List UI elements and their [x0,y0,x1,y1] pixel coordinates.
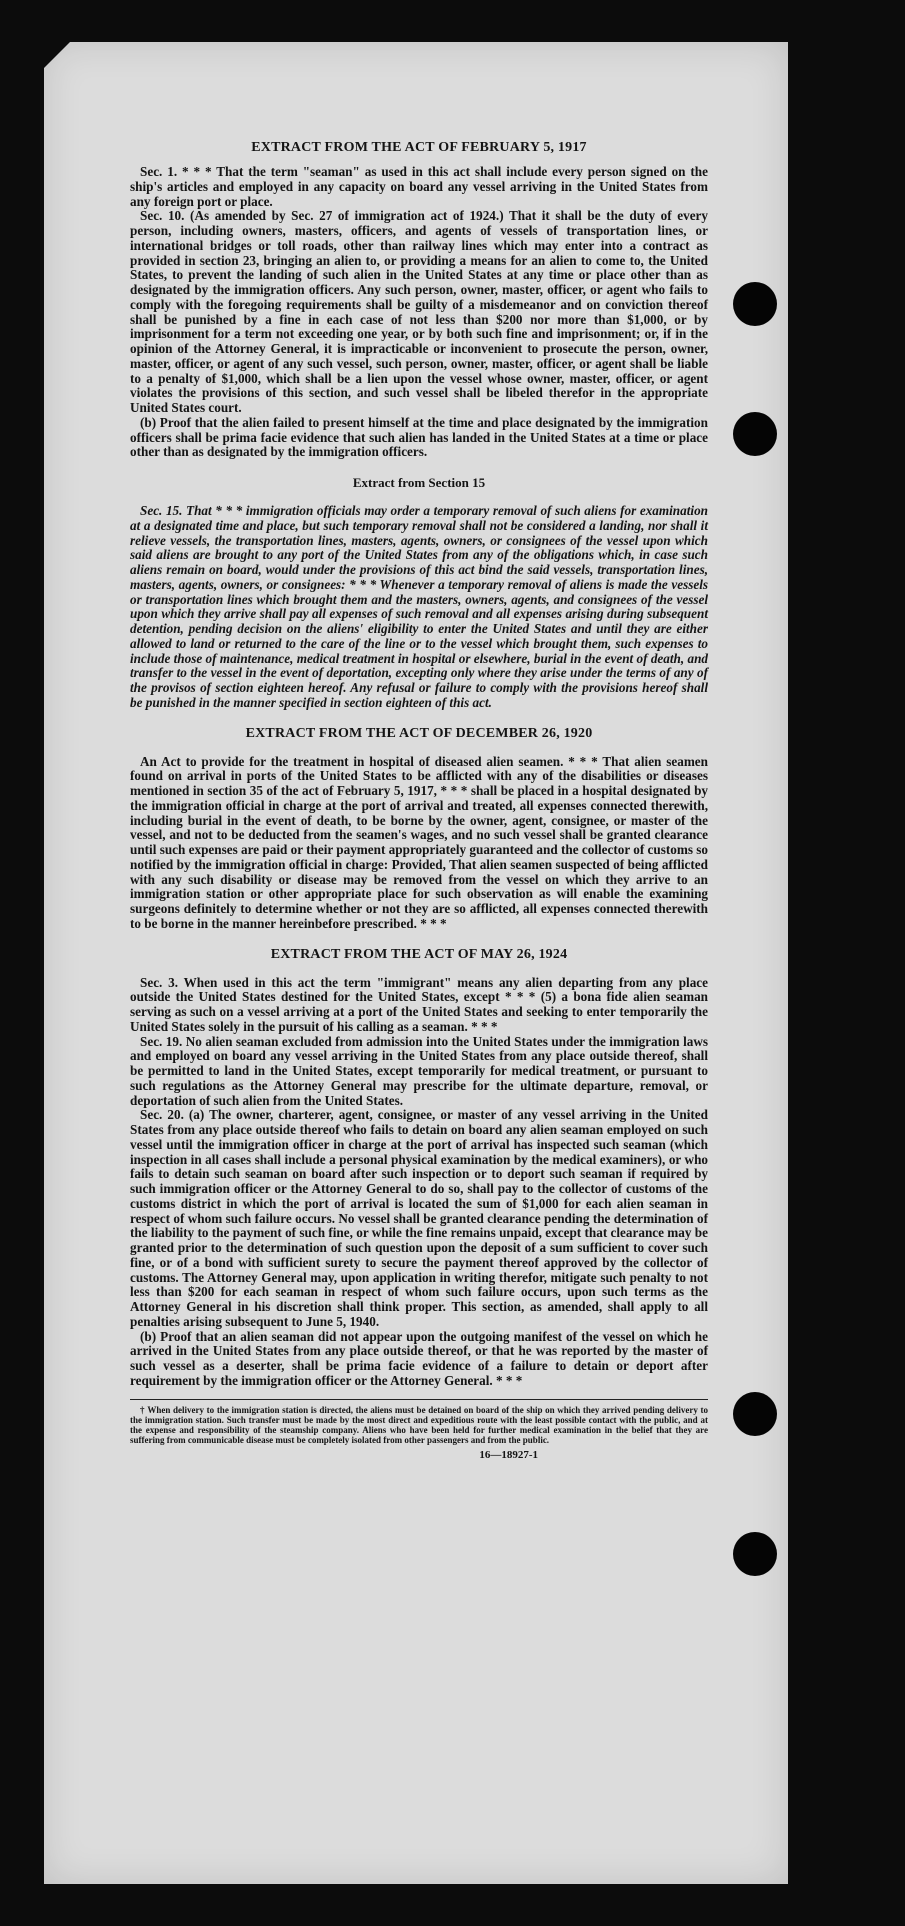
punch-hole [733,1392,777,1436]
document-body [130,139,708,1461]
paragraph: Sec. 15. That * * * immigration officials may order a temporary removal of such aliens for examination at a designated time and place, but such temporary removal shall not be considered a landing, nor shall it relieve vessels, the transportation lines, masters, agents, owners, or consignees of the vessel upon which said aliens are brought to any port of the United States from any of the obligations which, in case such aliens remain on board, would under the provisions of this act bind the said vessels, transportation lines, masters, agents, owners, or consignees: * * * Whenever a temporary removal of aliens is made the vessels or transportation lines which brought them and the masters, owners, agents, and consignees of the vessel upon which they arrive shall pay all expenses of such removal and all expenses arising during subsequent detention, pending decision on the aliens' eligibility to enter the United States and until they are either allowed to land or returned to the care of the line or to the vessel which brought them, such expenses to include those of maintenance, medical treatment in hospital or elsewhere, burial in the event of death, and transfer to the vessel in the event of deportation, excepting only where they arise under the terms of any of the provisos of section eighteen hereof. Any refusal or failure to comply with the provisions hereof shall be punished in the manner specified in section eighteen of this act. [130,503,708,710]
footnote-text: † When delivery to the immigration station is directed, the aliens must be detained on board of the ship on which they arrived pending delivery to the immigration station. Such transfer must be made by the most direct and expeditious route with the least possible contact with the public, and at the expense and responsibility of the steamship company. Aliens who have been held for further medical examination in the belief that they are suffering from communicable disease must be completely isolated from other passengers and from the public. [130,1404,708,1445]
punch-hole [733,1532,777,1576]
section-act-1920 [130,725,708,932]
paragraph: Sec. 1. * * * That the term "seaman" as used in this act shall include every person signed on the ship's articles and employed in any capacity on board any vessel arriving in the United States from any foreign port or place. [130,164,708,209]
footnote-divider [130,1399,708,1400]
paragraph: Sec. 3. When used in this act the term "immigrant" means any alien departing from any place outside the United States destined for the United States, except * * * (5) a bona fide alien seaman serving as such on a vessel arriving at a port of the United States and seeking to enter temporarily the United States solely in the pursuit of his calling as a seaman. * * * [130,974,708,1034]
section-heading: EXTRACT FROM THE ACT OF MAY 26, 1924 [270,946,568,962]
section-extract-15 [130,474,708,711]
section-heading: Extract from Section 15 [352,475,486,490]
folded-corner [44,42,70,68]
section-act-1917 [130,139,708,460]
paragraph: Sec. 19. No alien seaman excluded from admission into the United States under the immigration laws and employed on board any vessel arriving in the United States from any place outside thereof, shall be permitted to land in the United States, except temporarily for medical treatment, or pursuant to such regulations as the Attorney General may prescribe for the ultimate departure, removal, or deportation of such alien from the United States. [130,1033,708,1108]
paragraph: Sec. 20. (a) The owner, charterer, agent, consignee, or master of any vessel arriving in the United States from any place outside thereof who fails to detain on board any alien seaman employed on such vessel until the immigration officer in charge at the port of arrival has inspected such seaman (which inspection in all cases shall include a personal physical examination by the medical examiners), or who fails to detain such seaman on board after such inspection or to deport such seaman if required by such immigration officer or the Attorney General to do so, shall pay to the collector of customs of the customs district in which the port of arrival is located the sum of $1,000 for each alien seaman in respect of whom such failure occurs. No vessel shall be granted clearance pending the determination of the liability to the payment of such fine, or while the fine remains unpaid, except that clearance may be granted prior to the determination of such question upon the deposit of a sum sufficient to cover such fine, or of a bond with sufficient surety to secure the payment thereof approved by the collector of customs. The Attorney General may, upon application in writing therefor, mitigate such penalty to not less than $200 for each seaman in respect of whom such failure occurs, upon such terms as the Attorney General in his discretion shall think proper. This section, as amended, shall apply to all penalties arising subsequent to June 5, 1940. [130,1107,708,1329]
punch-hole [733,412,777,456]
form-number: 16—18927-1 [479,1448,538,1461]
paragraph: (b) Proof that the alien failed to present himself at the time and place designated by the immigration officers shall be prima facie evidence that such alien has landed in the United States at a time or place other than as designated by the immigration officers. [130,414,708,460]
document-page [44,42,788,1884]
paragraph: An Act to provide for the treatment in hospital of diseased alien seamen. * * * That alien seamen found on arrival in ports of the United States to be afflicted with any of the disabilities or diseases mentioned in section 35 of the act of February 5, 1917, * * * shall be placed in a hospital designated by the immigration official in charge at the port of arrival and treated, all expenses connected therewith, including burial in the event of death, to be borne by the owner, agent, consignee, or master of the vessel, and not to be deducted from the seamen's wages, and no such vessel shall be granted clearance until such expenses are paid or their payment appropriately guaranteed and the collector of customs so notified by the immigration official in charge: Provided, That alien seamen suspected of being afflicted with any such disability or disease may be removed from the vessel on which they arrive to an immigration station or other appropriate place for such observation as will enable the examining surgeons definitely to determine whether or not they are so afflicted, all expenses connected therewith to be borne in the manner hereinbefore prescribed. * * * [130,753,708,931]
punch-hole [733,282,777,326]
paragraph: (b) Proof that an alien seaman did not appear upon the outgoing manifest of the vessel on which he arrived in the United States from any place outside thereof, or that he was reported by the master of such vessel as a deserter, shall be prima facie evidence of a failure to detain or deport after requirement by the immigration officer or the Attorney General. * * * [130,1328,708,1388]
section-act-1924 [130,946,708,1389]
section-heading: EXTRACT FROM THE ACT OF FEBRUARY 5, 1917 [251,140,587,155]
section-heading: EXTRACT FROM THE ACT OF DECEMBER 26, 1920 [245,725,593,741]
footnote [130,1405,708,1445]
paragraph: Sec. 10. (As amended by Sec. 27 of immigration act of 1924.) That it shall be the duty of every person, including owners, masters, officers, and agents of vessels of transportation lines, or international bridges or toll roads, other than railway lines which may enter into a contract as provided in section 23, bringing an alien to, or providing a means for an alien to come to, the United States, to prevent the landing of such alien in the United States at any time or place other than as designated by the immigration officers. Any such person, owner, master, officer, or agent who fails to comply with the foregoing requirements shall be guilty of a misdemeanor and on conviction thereof shall be punished by a fine in each case of not less than $200 nor more than $1,000, or by imprisonment for a term not exceeding one year, or by both such fine and imprisonment; or, if in the opinion of the Attorney General, it is impracticable or inconvenient to prosecute the person, owner, master, officer, or agent of any such vessel, such person, owner, master, officer, or agent shall be liable to a penalty of $1,000, which shall be a lien upon the vessel whose owner, master, officer, or agent violates the provisions of this section, and such vessel shall be libeled therefor in the appropriate United States court. [130,208,708,415]
